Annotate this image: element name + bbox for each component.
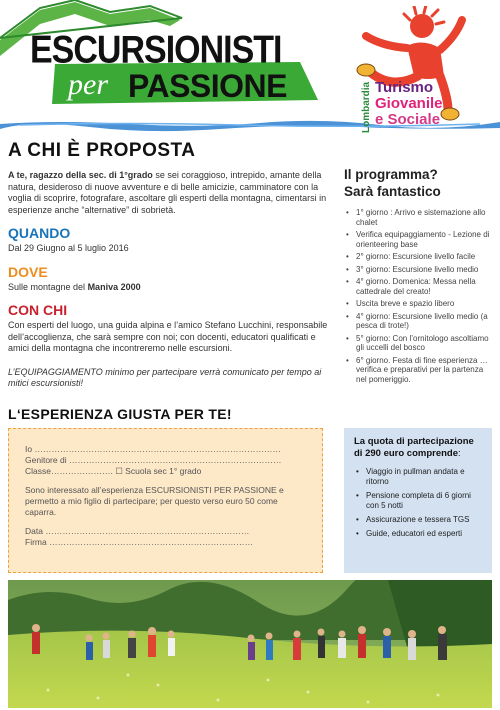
program-item: • Verifica equipaggiamento - Lezione di orienteering base [344, 230, 494, 249]
quota-item: • Pensione completa di 6 giorni con 5 notti [354, 491, 482, 511]
quando-heading: QUANDO [8, 225, 71, 241]
program-item: • 6° giorno. Festa di fine esperienza … verifica e preparativi per la partenza nel pomeriggio. [344, 356, 494, 385]
dove-heading: DOVE [8, 263, 48, 280]
left-column [8, 140, 333, 390]
experience-heading: L‘ESPERIENZA GIUSTA PER TE! [8, 406, 232, 422]
signature-field[interactable]: Firma ……………………………………………………………… [25, 537, 254, 547]
intro-lead: A te, ragazzo della sec. di 1°grado [8, 170, 153, 180]
dove-pre: Sulle montagne del [8, 281, 88, 292]
program-item: • 3° giorno: Escursione livello medio [344, 265, 494, 275]
equipment-note: L’EQUIPAGGIAMENTO minimo per partecipare verrà comunicato per tempo ai mitici escursionisti! [8, 366, 322, 388]
program-item: • 1° giorno : Arrivo e sistemazione allo chalet [344, 208, 494, 227]
program-item: • Uscita breve e spazio libero [344, 299, 494, 309]
quota-heading [354, 436, 482, 460]
intro-text [8, 170, 333, 216]
logo-line1: Turismo [375, 79, 434, 96]
program-column [344, 166, 494, 387]
quando-text: Dal 29 Giugno al 5 luglio 2016 [8, 243, 129, 253]
program-heading-line1: Il programma? [344, 167, 438, 182]
dove-place: Maniva 2000 [87, 281, 141, 292]
hikers-photo [8, 580, 492, 708]
program-heading [344, 166, 494, 200]
quota-heading-colon: : [458, 448, 461, 459]
registration-form [8, 428, 323, 573]
quota-box [344, 428, 492, 573]
quota-item: • Viaggio in pullman andata e ritorno [354, 467, 482, 487]
program-item: • 4° giorno: Escursione livello medio (a pesca di trote!) [344, 312, 494, 331]
title-line2: PASSIONE [128, 68, 287, 104]
program-item: • 2° giorno: Escursione livello facile [344, 252, 494, 262]
program-list [344, 208, 494, 384]
dove-text [8, 282, 333, 294]
quota-item: • Assicurazione e tessera TGS [354, 515, 482, 525]
program-heading-line2: Sarà fantastico [344, 184, 441, 199]
name-field[interactable]: Io …………………………………………………………………………… [25, 444, 281, 454]
header [0, 0, 500, 135]
conchi-text: Con esperti del luogo, una guida alpina e l’amico Stefano Lucchini, responsabile dell’accoglienza, che sarà sempre con noi; con docenti, educatori qualificati e amici della montagna che incontreremo nelle escursioni. [8, 320, 328, 353]
class-field[interactable]: Classe…………………. ☐ Scuola sec 1° grado [25, 466, 202, 476]
quota-list [354, 467, 482, 539]
title-line1: ESCURSIONISTI [30, 28, 282, 72]
logo-line3: e Sociale [375, 111, 441, 128]
program-item: • 5° giorno: Con l’ornitologo ascoltiamo gli uccelli del bosco [344, 334, 494, 353]
conchi-heading: CON CHI [8, 302, 68, 318]
logo-text [375, 80, 443, 128]
logo-region: Lombardia [361, 81, 372, 133]
logo-line2: Giovanile [375, 95, 443, 112]
program-item: • 4° giorno. Domenica: Messa nella cattedrale del creato! [344, 277, 494, 296]
consent-text: Sono interessato all’esperienza ESCURSIONISTI PER PASSIONE e permetto a mio figlio di partecipare; per questo verso euro 50 come caparra. [25, 485, 284, 517]
parent-field[interactable]: Genitore di ………………………………………………………………… [25, 455, 282, 465]
title-per: per [68, 68, 108, 101]
quota-heading-text: La quota di partecipazione di 290 euro comprende [354, 436, 474, 459]
intro-heading: A CHI È PROPOSTA [8, 140, 196, 161]
quota-item: • Guide, educatori ed esperti [354, 529, 482, 539]
date-field[interactable]: Data ……………………………………………………………… [25, 526, 250, 536]
intro-rest: se sei coraggioso, intrepido, amante della natura, desideroso di nuove avventure e di belle amicizie, camminatore con la voglia di scoprire, fotografare, ascoltare gli esperti della montagna, cimentarsi in esperienze anche “alternative” di sobrietà. [8, 170, 327, 215]
